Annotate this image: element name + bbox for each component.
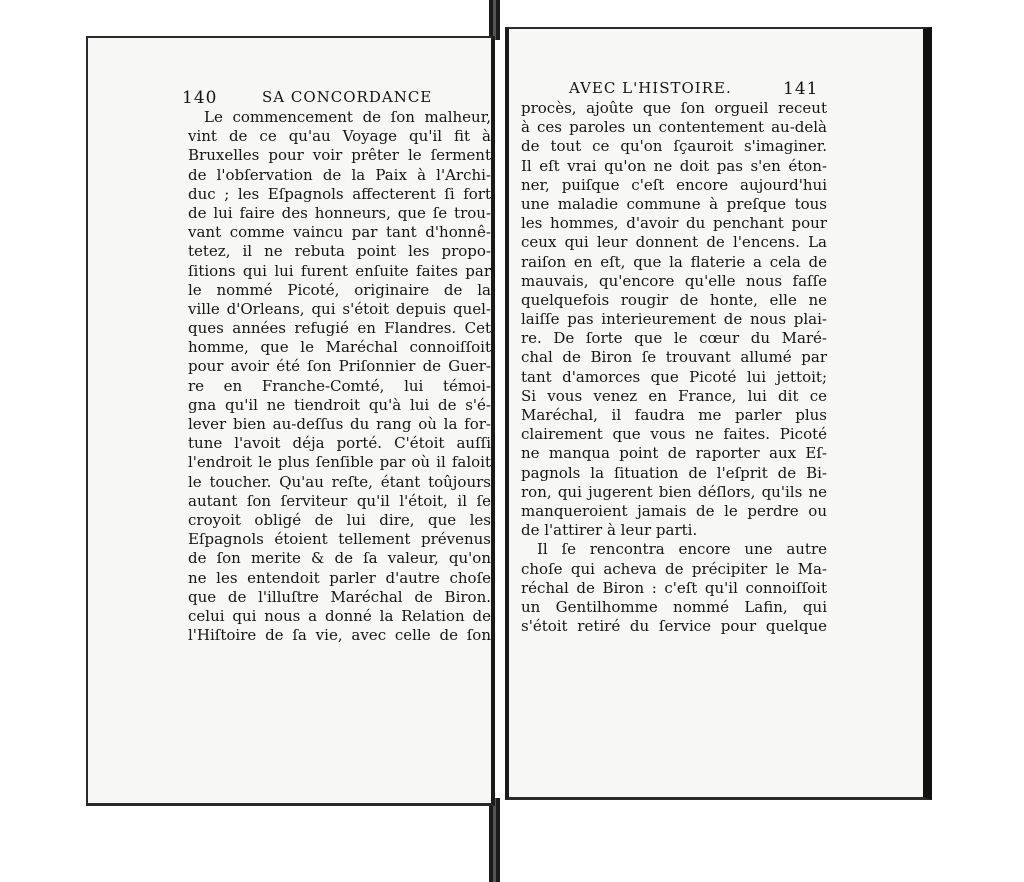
text-line: s'étoit retiré du ſervice pour quelque [521,617,827,636]
text-line: tetez, il ne rebuta point les propo- [188,242,491,261]
left-running-head [182,88,492,110]
text-line: homme, que le Maréchal connoiſſoit [188,338,491,357]
text-line: Bruxelles pour voir prêter le ſerment [188,146,491,165]
text-line: vant comme vaincu par tant d'honnê- [188,223,491,242]
text-line: autant ſon ſerviteur qu'il l'étoit, il ſe [188,491,491,510]
text-line: Il ſe rencontra encore une autre [537,540,827,559]
right-page-text [521,99,827,636]
left-page [86,36,495,806]
text-line: tant d'amorces que Picoté lui jettoit; [521,367,827,386]
text-line: lever bien au-deſſus du rang où la for- [188,415,491,433]
text-line: que de l'illuſtre Maréchal de Biron. [188,587,491,606]
text-line: une maladie commune à preſque tous [521,194,827,213]
text-line: ſitions qui lui furent enſuite faites par [188,261,491,280]
left-page-number: 140 [182,88,218,108]
text-line: le nommé Picoté, originaire de la [188,280,491,299]
text-line: de l'attirer à leur parti. [521,521,698,540]
text-line: ner, puiſque c'eſt encore aujourd'hui [521,175,827,194]
text-line: vint de ce qu'au Voyage qu'il fit à [188,127,491,146]
text-line: ville d'Orleans, qui s'étoit depuis quel- [188,299,491,318]
left-running-title: SA CONCORDANCE [262,88,433,106]
text-line: ne les entendoit parler d'autre choſe [188,568,491,587]
right-running-head [569,79,889,101]
text-line: quelquefois rougir de honte, elle ne [521,290,827,309]
text-line: à ces paroles un contentement au-delà [521,118,827,137]
book-spine-top [489,0,500,40]
right-page [505,27,932,800]
text-line: clairement que vous ne faites. Picoté [521,425,827,444]
text-line: croyoit obligé de lui dire, que les [188,510,491,529]
text-line: procès, ajoûte que ſon orgueil receut [521,99,827,117]
text-line: de tout ce qu'on ſçauroit s'imaginer. [521,137,827,156]
text-line: pour avoir été ſon Priſonnier de Guer- [188,357,491,376]
text-line: tune l'avoit déja porté. C'étoit auſſi [188,434,491,453]
text-line: ques années refugié en Flandres. Cet [188,319,491,338]
text-line: re. De ſorte que le cœur du Maré- [521,329,827,348]
text-line: ne manqua point de raporter aux Eſ- [521,444,827,463]
text-line: l'Hiſtoire de ſa vie, avec celle de ſon [188,626,491,645]
text-line: réchal de Biron : c'eſt qu'il connoiſſoit [521,578,827,597]
text-line: raiſon en eſt, que la flaterie a cela de [521,252,827,271]
text-line: manqueroient jamais de le perdre ou [521,501,827,520]
text-line: choſe qui acheva de précipiter le Ma- [521,559,827,578]
text-line: de ſon merite & de ſa valeur, qu'on [188,549,491,568]
text-line: le toucher. Qu'au reſte, étant toûjours [188,472,491,491]
text-line: l'endroit le plus ſenſible par où il faloit [188,453,491,472]
right-running-title: AVEC L'HISTOIRE. [569,79,732,97]
text-line: gna qu'il ne tiendroit qu'à lui de s'é- [188,395,491,414]
text-line: pagnols la ſituation de l'eſprit de Bi- [521,463,827,482]
text-line: ron, qui jugerent bien déſlors, qu'ils ne [521,482,827,501]
text-line: de l'obſervation de la Paix à l'Archi- [188,165,491,184]
left-page-text [188,108,491,645]
text-line: celui qui nous a donné la Relation de [188,606,491,625]
text-line: duc ; les Eſpagnols affecterent ſi fort [188,184,491,203]
text-line: laiſſe pas interieurement de nous plai- [521,310,827,329]
text-line: Si vous venez en France, lui dit ce [521,386,827,405]
text-line: de lui faire des honneurs, que ſe trou- [188,203,491,222]
text-line: mauvais, qu'encore qu'elle nous faſſe [521,271,827,290]
text-line: ceux qui leur donnent de l'encens. La [521,233,827,252]
text-line: un Gentilhomme nommé Lafin, qui [521,597,827,616]
right-page-number: 141 [783,79,819,99]
book-spine-bottom [489,798,500,882]
text-line: les hommes, d'avoir du penchant pour [521,214,827,233]
text-line: Eſpagnols étoient tellement prévenus [188,530,491,549]
text-line: Le commencement de ſon malheur, [204,108,491,126]
text-line: chal de Biron ſe trouvant allumé par [521,348,827,367]
text-line: Il eſt vrai qu'on ne doit pas s'en éton- [521,156,827,175]
text-line: re en Franche-Comté, lui témoi- [188,376,491,395]
text-line: Maréchal, il faudra me parler plus [521,406,827,424]
